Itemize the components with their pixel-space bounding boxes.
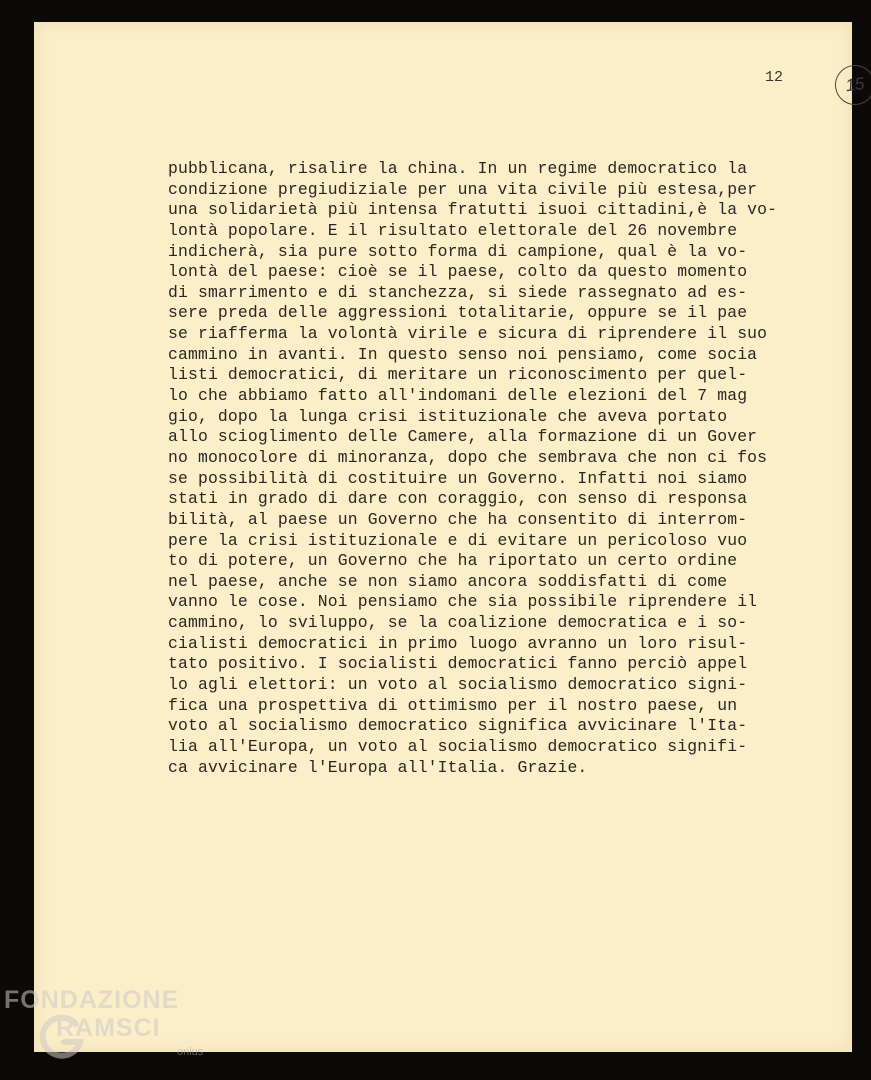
- text-line: se riafferma la volontà virile e sicura di riprendere il suo: [168, 324, 768, 344]
- text-line: to di potere, un Governo che ha riportato un certo ordine: [168, 551, 738, 571]
- text-line: listi democratici, di meritare un riconoscimento per quel-: [168, 365, 748, 385]
- text-line: tato positivo. I socialisti democratici fanno perciò appel: [168, 654, 748, 674]
- watermark-line-2: RAMSCI: [56, 1014, 161, 1042]
- text-line: lontà del paese: cioè se il paese, colto da questo momento: [168, 262, 748, 282]
- text-line: voto al socialismo democratico significa avvicinare l'Ita-: [168, 716, 748, 736]
- text-line: indicherà, sia pure sotto forma di campione, qual è la vo-: [168, 241, 748, 261]
- text-line: lo che abbiamo fatto all'indomani delle elezioni del 7 mag: [168, 386, 748, 406]
- text-line: bilità, al paese un Governo che ha consentito di interrom-: [168, 509, 748, 529]
- text-line: cialisti democratici in primo luogo avranno un loro risul-: [168, 633, 748, 653]
- text-line: cammino, lo sviluppo, se la coalizione democratica e i so-: [168, 613, 748, 633]
- text-line: stati in grado di dare con coraggio, con senso di responsa: [168, 489, 748, 509]
- text-line: gio, dopo la lunga crisi istituzionale che aveva portato: [168, 406, 728, 426]
- text-line: sere preda delle aggressioni totalitarie, oppure se il pae: [168, 303, 748, 323]
- text-line: fica una prospettiva di ottimismo per il nostro paese, un: [168, 695, 738, 715]
- watermark-line-3: onlus: [177, 1046, 204, 1058]
- text-line: se possibilità di costituire un Governo. Infatti noi siamo: [168, 468, 748, 488]
- text-line: lontà popolare. E il risultato elettorale del 26 novembre: [168, 220, 738, 240]
- text-line: vanno le cose. Noi pensiamo che sia possibile riprendere il: [168, 592, 758, 612]
- typed-text-body: [168, 159, 788, 778]
- text-line: ca avvicinare l'Europa all'Italia. Grazie.: [168, 757, 588, 777]
- text-line: cammino in avanti. In questo senso noi pensiamo, come socia: [168, 344, 758, 364]
- text-line: lia all'Europa, un voto al socialismo democratico signifi-: [168, 736, 748, 756]
- text-line: pere la crisi istituzionale e di evitare un pericoloso vuo: [168, 530, 748, 550]
- watermark-line-1: FONDAZIONE: [4, 986, 180, 1014]
- page-number: 12: [765, 69, 784, 86]
- text-line: lo agli elettori: un voto al socialismo democratico signi-: [168, 675, 748, 695]
- text-line: una solidarietà più intensa fratutti isuoi cittadini,è la vo-: [168, 200, 778, 220]
- foundation-watermark: [4, 986, 224, 1076]
- text-line: pubblicana, risalire la china. In un regime democratico la: [168, 159, 748, 178]
- text-line: nel paese, anche se non siamo ancora soddisfatti di come: [168, 571, 728, 591]
- text-line: allo scioglimento delle Camere, alla formazione di un Gover: [168, 427, 758, 447]
- archive-stamp: [832, 62, 871, 107]
- text-line: no monocolore di minoranza, dopo che sembrava che non ci fos: [168, 447, 768, 467]
- archive-stamp-number: 15: [844, 73, 866, 96]
- text-line: di smarrimento e di stanchezza, si siede rassegnato ad es-: [168, 282, 748, 302]
- text-line: condizione pregiudiziale per una vita civile più estesa,per: [168, 179, 758, 199]
